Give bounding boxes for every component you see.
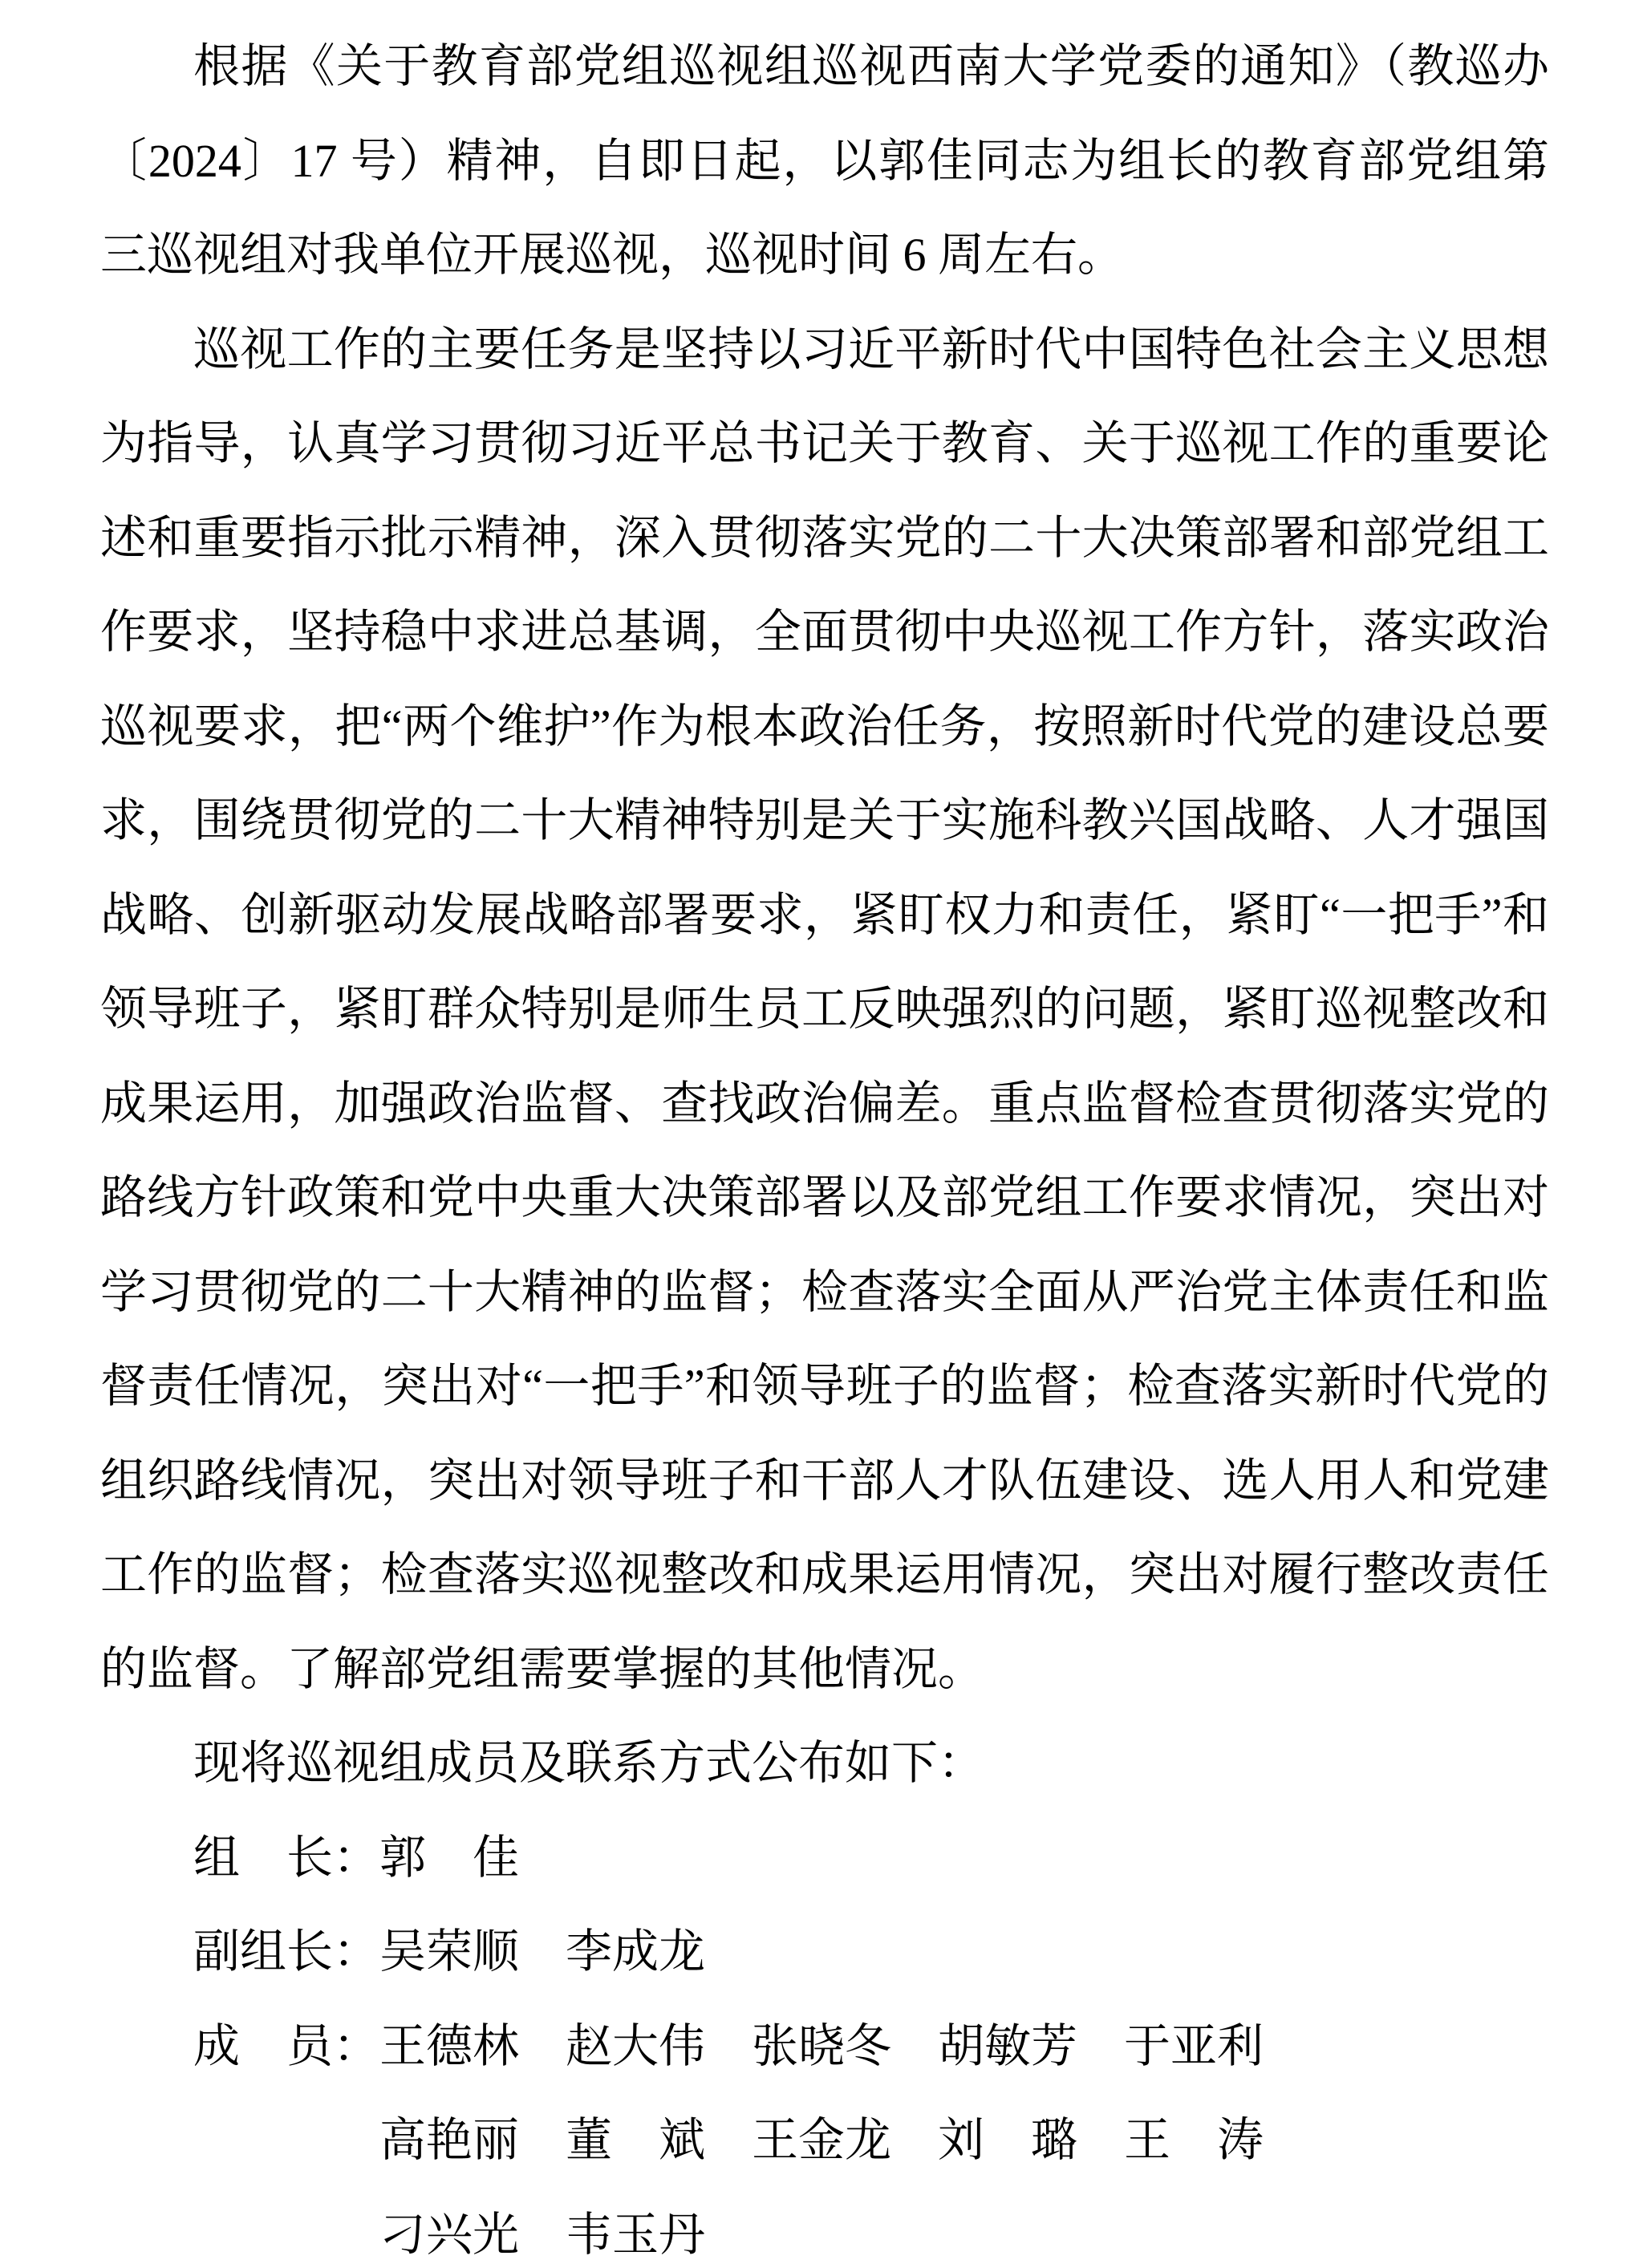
roster-names-deputy [379, 1905, 1549, 1999]
roster-row-deputy [100, 1905, 1549, 1999]
roster-line-members-1: 王德林 赵大伟 张晓冬 胡敏芳 于亚利 [379, 2019, 1264, 2072]
roster-row-members [100, 1999, 1549, 2268]
paragraph-roster-intro: 现将巡视组成员及联系方式公布如下： [193, 1737, 985, 1789]
roster-names-members [379, 1999, 1549, 2268]
roster-names-leader [379, 1811, 1549, 1905]
roster-row-leader [100, 1811, 1549, 1905]
roster-label-leader: 组 长： [193, 1831, 380, 1884]
paragraph-inspection-tasks: 巡视工作的主要任务是坚持以习近平新时代中国特色社会主义思想为指导，认真学习贯彻习近平总书记关于教育、关于巡视工作的重要论述和重要指示批示精神，深入贯彻落实党的二十大决策部署和部党组工作要求，坚持稳中求进总基调，全面贯彻中央巡视工作方针，落实政治巡视要求，把“两个维护”作为根本政治任务，按照新时代党的建设总要求，围绕贯彻党的二十大精神特别是关于实施科教兴国战略、人才强国战略、创新驱动发展战略部署要求，紧盯权力和责任，紧盯“一把手”和领导班子，紧盯群众特别是师生员工反映强烈的问题，紧盯巡视整改和成果运用，加强政治监督、查找政治偏差。重点监督检查贯彻落实党的路线方针政策和党中央重大决策部署以及部党组工作要求情况，突出对学习贯彻党的二十大精神的监督；检查落实全面从严治党主体责任和监督责任情况，突出对“一把手”和领导班子的监督；检查落实新时代党的组织路线情况，突出对领导班子和干部人才队伍建设、选人用人和党建工作的监督；检查落实巡视整改和成果运用情况，突出对履行整改责任的监督。了解部党组需要掌握的其他情况。 [100, 323, 1549, 1695]
roster-line-deputy: 吴荣顺 李成龙 [379, 1925, 706, 1978]
paragraph-inspection-basis: 根据《关于教育部党组巡视组巡视西南大学党委的通知》（教巡办〔2024〕17 号）精神，自即日起，以郭佳同志为组长的教育部党组第三巡视组对我单位开展巡视，巡视时间 6 周左右。 [100, 40, 1549, 281]
roster-line-leader: 郭 佳 [379, 1831, 520, 1884]
roster-line-members-3: 刁兴光 韦玉丹 [379, 2208, 706, 2261]
roster-label-members: 成 员： [193, 2019, 380, 2072]
roster-label-deputy: 副组长： [193, 1925, 380, 1978]
roster-line-members-2: 高艳丽 董 斌 王金龙 刘 璐 王 涛 [379, 2114, 1264, 2166]
document-body [100, 19, 1549, 2268]
